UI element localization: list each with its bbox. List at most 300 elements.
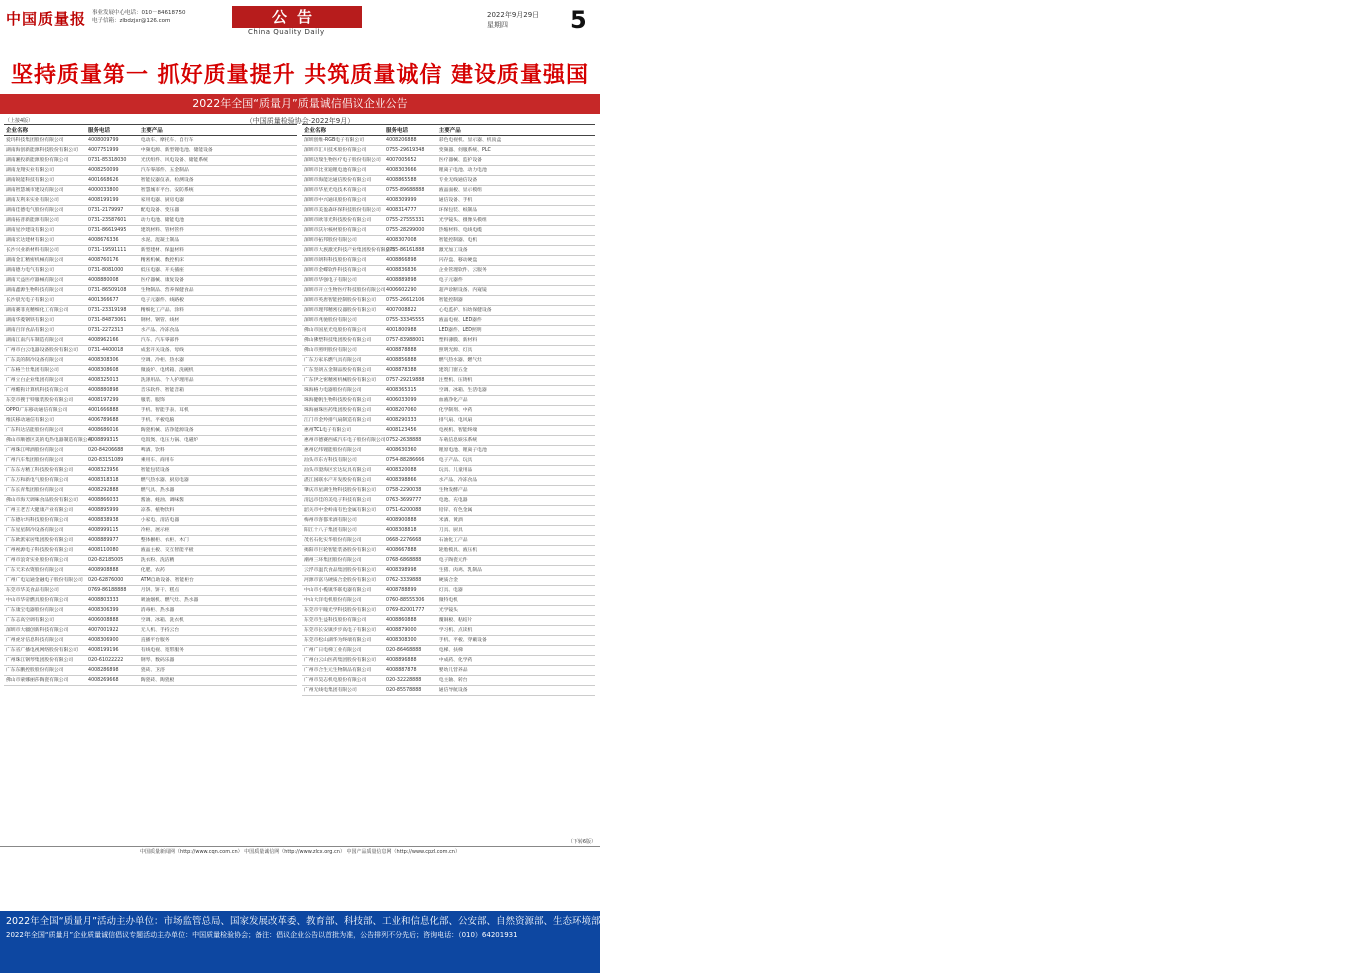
company-table-left xyxy=(4,124,297,686)
table-row xyxy=(302,446,595,456)
company-name-cell: 广州汽车集团股份有限公司 xyxy=(4,456,86,466)
phone-cell: 4008879000 xyxy=(384,626,437,636)
company-name-cell: 佛山市国星光电股份有限公司 xyxy=(302,326,384,336)
company-name-cell: 湖南湘投新能源股份有限公司 xyxy=(4,156,86,166)
table-row xyxy=(4,366,297,376)
phone-cell: 4007751999 xyxy=(86,146,139,156)
issue-date xyxy=(487,10,539,30)
company-name-cell: 湖南金汇精密机械有限公司 xyxy=(4,256,86,266)
table-row xyxy=(302,456,595,466)
table-row xyxy=(4,166,297,176)
products-cell: 无人机、手持云台 xyxy=(139,626,297,636)
table-row xyxy=(302,686,595,696)
table-row xyxy=(4,666,297,676)
company-name-cell: 广东德尔玛科技股份有限公司 xyxy=(4,516,86,526)
phone-cell: 4008303666 xyxy=(384,166,437,176)
table-row xyxy=(302,196,595,206)
table-row xyxy=(302,486,595,496)
company-name-cell: 广东万家乐燃气具有限公司 xyxy=(302,356,384,366)
phone-cell: 4008207060 xyxy=(384,406,437,416)
company-name-cell: 茂名石化实华股份有限公司 xyxy=(302,536,384,546)
products-cell: 光学镜头 xyxy=(437,606,595,616)
company-name-cell: 长沙晨光电子有限公司 xyxy=(4,296,86,306)
phone-cell: 020-61022222 xyxy=(86,656,139,666)
phone-cell: 4008667888 xyxy=(384,546,437,556)
table-row xyxy=(302,606,595,616)
products-cell: 电视机、智能终端 xyxy=(437,426,595,436)
phone-cell: 4008110080 xyxy=(86,546,139,556)
table-row xyxy=(302,386,595,396)
phone-cell: 4008398998 xyxy=(384,566,437,576)
company-name-cell: 湛江国联水产开发股份有限公司 xyxy=(302,476,384,486)
products-cell: 洗衣粉、洗洁精 xyxy=(139,556,297,566)
phone-cell: 4008307008 xyxy=(384,236,437,246)
phone-cell: 0755-26612106 xyxy=(384,296,437,306)
phone-cell: 0752-2638888 xyxy=(384,436,437,446)
table-row xyxy=(302,476,595,486)
weekday-text: 星期四 xyxy=(487,21,508,29)
products-cell: 小家电、清洁电器 xyxy=(139,516,297,526)
phone-cell: 4001668626 xyxy=(86,176,139,186)
products-cell: 手机、平板电脑 xyxy=(139,416,297,426)
products-cell: 化学制剂、中药 xyxy=(437,406,595,416)
phone-cell: 4007001922 xyxy=(86,626,139,636)
company-name-cell: 广州虎牙信息科技有限公司 xyxy=(4,636,86,646)
table-row xyxy=(302,416,595,426)
company-name-cell: 广东星星制冷设备有限公司 xyxy=(4,526,86,536)
company-name-cell: 汕头市澄海区宏达玩具有限公司 xyxy=(302,466,384,476)
phone-cell: 4008908888 xyxy=(86,566,139,576)
company-name-cell: 广州酷狗计算机科技有限公司 xyxy=(4,386,86,396)
company-name-cell: 广东康宝电器股份有限公司 xyxy=(4,606,86,616)
products-cell: 精密机械、数控机床 xyxy=(139,256,297,266)
products-cell: 液晶面板、显示模组 xyxy=(437,186,595,196)
company-name-cell: 湖南星沙建设有限公司 xyxy=(4,226,86,236)
continued-to-note: （下转6版） xyxy=(567,839,596,845)
products-cell: 低压电器、开关插座 xyxy=(139,266,297,276)
company-name-cell: 广东坚朗五金制品股份有限公司 xyxy=(302,366,384,376)
products-cell: 空调、冰箱、洗衣机 xyxy=(139,616,297,626)
phone-cell: 0731-85318030 xyxy=(86,156,139,166)
products-cell: 服装、服饰 xyxy=(139,396,297,406)
phone-cell: 4007008822 xyxy=(384,306,437,316)
table-row xyxy=(4,176,297,186)
company-name-cell: 惠州亿纬锂能股份有限公司 xyxy=(302,446,384,456)
products-cell: 啤酒、饮料 xyxy=(139,446,297,456)
phone-cell: 4006033099 xyxy=(384,396,437,406)
phone-cell: 0731-19591111 xyxy=(86,246,139,256)
products-cell: ATM自助设备、智能柜台 xyxy=(139,576,297,586)
phone-cell: 020-84206688 xyxy=(86,446,139,456)
phone-cell: 4008900888 xyxy=(384,516,437,526)
company-name-cell: 东莞市华美食品有限公司 xyxy=(4,586,86,596)
table-row xyxy=(4,316,297,326)
phone-cell: 0731-2179997 xyxy=(86,206,139,216)
company-name-cell: 广州立白企业集团有限公司 xyxy=(4,376,86,386)
newspaper-logo: 中国质量报 xyxy=(6,10,87,28)
company-name-cell: 湖南佳德电气股份有限公司 xyxy=(4,206,86,216)
table-row xyxy=(4,216,297,226)
products-cell: 电子产品、玩具 xyxy=(437,456,595,466)
company-name-cell: 湖南鑫源生物科技有限公司 xyxy=(4,286,86,296)
table-row xyxy=(302,676,595,686)
table-row xyxy=(4,376,297,386)
table-row xyxy=(4,406,297,416)
products-cell: 电子元器件 xyxy=(437,276,595,286)
masthead xyxy=(0,0,600,38)
company-name-cell: 深圳市大疆创新科技有限公司 xyxy=(4,626,86,636)
company-name-cell: 深圳市理邦精密仪器股份有限公司 xyxy=(302,306,384,316)
company-name-cell: 湖南海创新能源科技股份有限公司 xyxy=(4,146,86,156)
phone-cell: 0755-89688888 xyxy=(384,186,437,196)
footer-links: 中国质量新闻网（http://www.cqn.com.cn） 中国质量诚信网（http://www.zlcx.org.cn） 中国产品质量信息网（http://www.cpzl.com.cn） xyxy=(0,846,600,856)
products-cell: 水产品、冷冻食品 xyxy=(139,326,297,336)
products-cell: 玩具、儿童用品 xyxy=(437,466,595,476)
section-banner: 公告 xyxy=(232,6,362,28)
company-name-cell: 湖南友利来实业有限公司 xyxy=(4,196,86,206)
phone-cell: 4008878388 xyxy=(384,366,437,376)
products-cell: 覆铜板、粘结片 xyxy=(437,616,595,626)
contact-phone: 事业发展中心电话：010－84618750 xyxy=(92,10,186,16)
company-table-right xyxy=(302,124,595,696)
products-cell: 建筑门窗五金 xyxy=(437,366,595,376)
products-cell: 生猪、肉鸡、乳制品 xyxy=(437,566,595,576)
table-row xyxy=(4,246,297,256)
phone-cell: 0763-3699777 xyxy=(384,496,437,506)
company-name-cell: 中山市小榄镇华联电器有限公司 xyxy=(302,586,384,596)
table-row xyxy=(302,596,595,606)
company-name-cell: 广东万和新电气股份有限公司 xyxy=(4,476,86,486)
phone-cell: 4008309999 xyxy=(384,196,437,206)
phone-cell: 4008962166 xyxy=(86,336,139,346)
products-cell: 注塑机、压铸机 xyxy=(437,376,595,386)
contact-email: 电子信箱：zlbdzjxr@126.com xyxy=(92,18,171,24)
phone-cell: 0731-86619495 xyxy=(86,226,139,236)
products-cell: 轮胎模具、液压机 xyxy=(437,546,595,556)
products-cell: 电动车、摩托车、自行车 xyxy=(139,136,297,146)
phone-cell: 4008866898 xyxy=(384,256,437,266)
table-row xyxy=(302,406,595,416)
company-name-cell: 韶关市中金岭南有色金属有限公司 xyxy=(302,506,384,516)
company-name-cell: 深圳市朗科科技股份有限公司 xyxy=(302,256,384,266)
announcement-note: （中国质量检验协会·2022年9月） xyxy=(245,117,355,125)
table-row xyxy=(4,416,297,426)
phone-cell: 0762-3339888 xyxy=(384,576,437,586)
products-cell: 手机、平板、穿戴设备 xyxy=(437,636,595,646)
table-row xyxy=(4,346,297,356)
phone-cell: 4008314777 xyxy=(384,206,437,216)
phone-cell: 4008788899 xyxy=(384,586,437,596)
company-name-cell: 湖南龙翔实业有限公司 xyxy=(4,166,86,176)
phone-cell: 020-86468888 xyxy=(384,646,437,656)
phone-cell: 4008880898 xyxy=(86,386,139,396)
phone-cell: 4008325013 xyxy=(86,376,139,386)
company-name-cell: 肇庆市星湖生物科技股份有限公司 xyxy=(302,486,384,496)
products-cell: 乘用车、商用车 xyxy=(139,456,297,466)
company-name-cell: 珠海丽珠医药集团股份有限公司 xyxy=(302,406,384,416)
phone-cell: 0731-2272313 xyxy=(86,326,139,336)
products-cell: 刀具、厨具 xyxy=(437,526,595,536)
organizer-footer xyxy=(0,911,1361,973)
products-cell: 智能控制器 xyxy=(437,296,595,306)
company-name-cell: 惠州TCL电子有限公司 xyxy=(302,426,384,436)
phone-cell: 4008199196 xyxy=(86,646,139,656)
company-name-cell: 广东东方精工科技股份有限公司 xyxy=(4,466,86,476)
company-name-cell: 深圳市欧菲光科技股份有限公司 xyxy=(302,216,384,226)
company-name-cell: 广州视源电子科技股份有限公司 xyxy=(4,546,86,556)
products-cell: 塑料薄膜、新材料 xyxy=(437,336,595,346)
products-cell: 电主轴、转台 xyxy=(437,676,595,686)
products-cell: 车载信息娱乐系统 xyxy=(437,436,595,446)
phone-cell: 4006602290 xyxy=(384,286,437,296)
products-cell: 音乐软件、智能音箱 xyxy=(139,386,297,396)
phone-cell: 0758-2290038 xyxy=(384,486,437,496)
products-cell: 电子陶瓷元件 xyxy=(437,556,595,566)
table-row xyxy=(302,426,595,436)
table-row xyxy=(4,546,297,556)
table-row xyxy=(302,636,595,646)
phone-cell: 4008269668 xyxy=(86,676,139,686)
phone-cell: 4008290333 xyxy=(384,416,437,426)
phone-cell: 0757-29219888 xyxy=(384,376,437,386)
company-name-cell: 河源市富马硬质合金股份有限公司 xyxy=(302,576,384,586)
company-name-cell: 广东长青集团股份有限公司 xyxy=(4,486,86,496)
company-name-cell: 东莞市搜于特服装股份有限公司 xyxy=(4,396,86,406)
phone-cell: 4001800988 xyxy=(384,326,437,336)
table-row xyxy=(302,266,595,276)
table-row xyxy=(302,326,595,336)
table-row xyxy=(302,166,595,176)
products-cell: 变频器、伺服系统、PLC xyxy=(437,146,595,156)
table-row xyxy=(4,556,297,566)
table-row xyxy=(302,646,595,656)
contact-info xyxy=(92,9,186,25)
products-cell: 手机、智能手表、耳机 xyxy=(139,406,297,416)
products-cell: 生物制品、营养保健食品 xyxy=(139,286,297,296)
table-row xyxy=(302,366,595,376)
phone-cell: 4008889898 xyxy=(384,276,437,286)
products-cell: 燃气热水器、厨房电器 xyxy=(139,476,297,486)
table-row xyxy=(302,356,595,366)
products-cell: 电梯、扶梯 xyxy=(437,646,595,656)
products-cell: 智能仪器仪表、检测设备 xyxy=(139,176,297,186)
table-row xyxy=(4,276,297,286)
phone-cell: 4008760176 xyxy=(86,256,139,266)
products-cell: 电池、充电器 xyxy=(437,496,595,506)
products-cell: 微特电机 xyxy=(437,596,595,606)
company-name-cell: 湖南华菱钢铁有限公司 xyxy=(4,316,86,326)
phone-cell: 4008887878 xyxy=(384,666,437,676)
table-row xyxy=(4,596,297,606)
products-cell: 照明光源、灯具 xyxy=(437,346,595,356)
phone-cell: 4008250099 xyxy=(86,166,139,176)
products-cell: 锂原电池、锂离子电池 xyxy=(437,446,595,456)
table-row xyxy=(4,286,297,296)
table-row xyxy=(4,576,297,586)
table-row xyxy=(4,536,297,546)
products-cell: 智能控制器、电机 xyxy=(437,236,595,246)
table-row xyxy=(4,206,297,216)
products-cell: 燃气具、热水器 xyxy=(139,486,297,496)
company-name-cell: 广东志高空调有限公司 xyxy=(4,616,86,626)
company-name-cell: 珠海健帆生物科技股份有限公司 xyxy=(302,396,384,406)
company-name-cell: 广州王老吉大健康产业有限公司 xyxy=(4,506,86,516)
phone-cell: 020-85578888 xyxy=(384,686,437,696)
products-cell: 汽车零部件、五金制品 xyxy=(139,166,297,176)
table-row xyxy=(4,456,297,466)
company-name-cell: 广州市合生元生物制品有限公司 xyxy=(302,666,384,676)
company-name-cell: 广东格兰仕集团有限公司 xyxy=(4,366,86,376)
table-row xyxy=(302,186,595,196)
table-row xyxy=(302,576,595,586)
company-name-cell: 维沃移动通信有限公司 xyxy=(4,416,86,426)
table-row xyxy=(302,216,595,226)
products-cell: 石油化工产品 xyxy=(437,536,595,546)
company-name-cell: 云浮市温氏食品集团股份有限公司 xyxy=(302,566,384,576)
products-cell: 液晶主板、交互智能平板 xyxy=(139,546,297,556)
products-cell: 排气扇、电风扇 xyxy=(437,416,595,426)
table-row xyxy=(4,146,297,156)
company-name-cell: 湖南锐能科技有限公司 xyxy=(4,176,86,186)
table-row xyxy=(302,256,595,266)
products-cell: 热缩材料、电线电缆 xyxy=(437,226,595,236)
table-row xyxy=(302,276,595,286)
company-name-cell: 佛山市照明股份有限公司 xyxy=(302,346,384,356)
company-name-cell: 深圳市大族激光科技产业集团股份有限公司 xyxy=(302,246,384,256)
phone-cell: 4008866033 xyxy=(86,496,139,506)
products-cell: 洗涤用品、个人护理用品 xyxy=(139,376,297,386)
products-cell: 空调、冰箱、生活电器 xyxy=(437,386,595,396)
company-name-cell: 广东天禾农资股份有限公司 xyxy=(4,566,86,576)
company-name-cell: 长沙兴业新材料有限公司 xyxy=(4,246,86,256)
table-row xyxy=(4,266,297,276)
company-name-cell: 中山大洋电机股份有限公司 xyxy=(302,596,384,606)
phone-cell: 0754-88286666 xyxy=(384,456,437,466)
phone-cell: 4008878888 xyxy=(384,346,437,356)
phone-cell: 4008308608 xyxy=(86,366,139,376)
phone-cell: 0751-6200088 xyxy=(384,506,437,516)
company-name-cell: 湖南拓普新能源有限公司 xyxy=(4,216,86,226)
announcement-title: 2022年全国“质量月”质量诚信倡议企业公告 xyxy=(0,94,600,114)
phone-cell: 0668-2276668 xyxy=(384,536,437,546)
phone-cell: 0760-88555306 xyxy=(384,596,437,606)
products-cell: 钢琴、数码乐器 xyxy=(139,656,297,666)
table-row xyxy=(4,446,297,456)
company-name-cell: 广东美的制冷设备有限公司 xyxy=(4,356,86,366)
organizers-line: 2022年全国“质量月”活动主办单位：市场监管总局、国家发展改革委、教育部、科技部、工业和信息化部、公安部、自然资源部、生态环境部、住房和城乡建设部、交通运输部、水利部、农业农村部、商务部、文化和旅游部、国家卫生健康委、人民银行、国务院国资委、海关总署、供销合作总社、全国总工会、全国工商联 xyxy=(6,916,1361,927)
company-name-cell: 广州市白云电器设备股份有限公司 xyxy=(4,346,86,356)
products-cell: 通信导航设备 xyxy=(437,686,595,696)
phone-cell: 0769-82001777 xyxy=(384,606,437,616)
header-products: 主要产品 xyxy=(139,125,297,136)
table-row xyxy=(302,566,595,576)
phone-cell: 020-83151089 xyxy=(86,456,139,466)
products-cell: 液晶电视、LED器件 xyxy=(437,316,595,326)
table-row xyxy=(4,436,297,446)
products-cell: 凉茶、植物饮料 xyxy=(139,506,297,516)
phone-cell: 4006789688 xyxy=(86,416,139,426)
products-cell: 家用电器、厨房电器 xyxy=(139,196,297,206)
table-row xyxy=(302,226,595,236)
phone-cell: 4008398866 xyxy=(384,476,437,486)
company-name-cell: 湖南智慧城市建设有限公司 xyxy=(4,186,86,196)
phone-cell: 4001366677 xyxy=(86,296,139,306)
products-cell: 化肥、农药 xyxy=(139,566,297,576)
products-cell: 空调、冷柜、热水器 xyxy=(139,356,297,366)
phone-cell: 4008838938 xyxy=(86,516,139,526)
products-cell: 酱油、蚝油、调味酱 xyxy=(139,496,297,506)
products-cell: 光学镜头、摄像头模组 xyxy=(437,216,595,226)
table-row xyxy=(4,306,297,316)
company-name-cell: 深圳市海能达通信股份有限公司 xyxy=(302,176,384,186)
products-cell: 智能包装设备 xyxy=(139,466,297,476)
table-row xyxy=(302,136,595,146)
table-row xyxy=(302,546,595,556)
phone-cell: 4000033800 xyxy=(86,186,139,196)
company-name-cell: 珠海格力电器股份有限公司 xyxy=(302,386,384,396)
phone-cell: 4008896888 xyxy=(384,656,437,666)
table-row xyxy=(302,246,595,256)
phone-cell: 0755-33345555 xyxy=(384,316,437,326)
products-cell: 陶瓷砖、陶瓷板 xyxy=(139,676,297,686)
products-cell: 配电设备、变压器 xyxy=(139,206,297,216)
phone-cell: 0731-8081000 xyxy=(86,266,139,276)
table-row xyxy=(4,676,297,686)
phone-cell: 020-62876000 xyxy=(86,576,139,586)
company-name-cell: 深圳市开立生物医疗科技股份有限公司 xyxy=(302,286,384,296)
table-row xyxy=(4,606,297,616)
phone-cell: 4008306900 xyxy=(86,636,139,646)
company-name-cell: 中山市华帝燃具股份有限公司 xyxy=(4,596,86,606)
products-cell: 血液净化产品 xyxy=(437,396,595,406)
table-row xyxy=(4,506,297,516)
phone-cell: 4008880008 xyxy=(86,276,139,286)
products-cell: 吸油烟机、燃气灶、热水器 xyxy=(139,596,297,606)
header-company: 企业名称 xyxy=(4,125,86,136)
phone-cell: 4008899315 xyxy=(86,436,139,446)
right-column xyxy=(302,124,595,840)
phone-cell: 020-82185005 xyxy=(86,556,139,566)
table-row xyxy=(302,536,595,546)
company-name-cell: 湖南江南汽车制造有限公司 xyxy=(4,336,86,346)
table-row xyxy=(4,256,297,266)
products-cell: 燃气热水器、燃气灶 xyxy=(437,356,595,366)
phone-cell: 020-32228888 xyxy=(384,676,437,686)
company-name-cell: 佛山佛塑科技集团股份有限公司 xyxy=(302,336,384,346)
phone-cell: 4008320088 xyxy=(384,466,437,476)
company-name-cell: 汕头市东方科技有限公司 xyxy=(302,456,384,466)
table-row xyxy=(302,336,595,346)
products-cell: 锂离子电池、动力电池 xyxy=(437,166,595,176)
company-name-cell: 广东科达洁能股份有限公司 xyxy=(4,426,86,436)
company-name-cell: 梅州市客都米酒有限公司 xyxy=(302,516,384,526)
phone-cell: 4008999115 xyxy=(86,526,139,536)
company-name-cell: 佛山市顺德区美的电热电器制造有限公司 xyxy=(4,436,86,446)
phone-cell: 0731-23587601 xyxy=(86,216,139,226)
left-column xyxy=(4,124,297,840)
table-row xyxy=(4,426,297,436)
products-cell: 硬质合金 xyxy=(437,576,595,586)
phone-cell: 4008686016 xyxy=(86,426,139,436)
table-row xyxy=(4,226,297,236)
phone-cell: 0768-6868888 xyxy=(384,556,437,566)
phone-cell: 4008865588 xyxy=(384,176,437,186)
table-row xyxy=(302,286,595,296)
products-cell: 医疗器械、康复设备 xyxy=(139,276,297,286)
table-row xyxy=(4,626,297,636)
table-row xyxy=(4,466,297,476)
phone-cell: 4008836836 xyxy=(384,266,437,276)
